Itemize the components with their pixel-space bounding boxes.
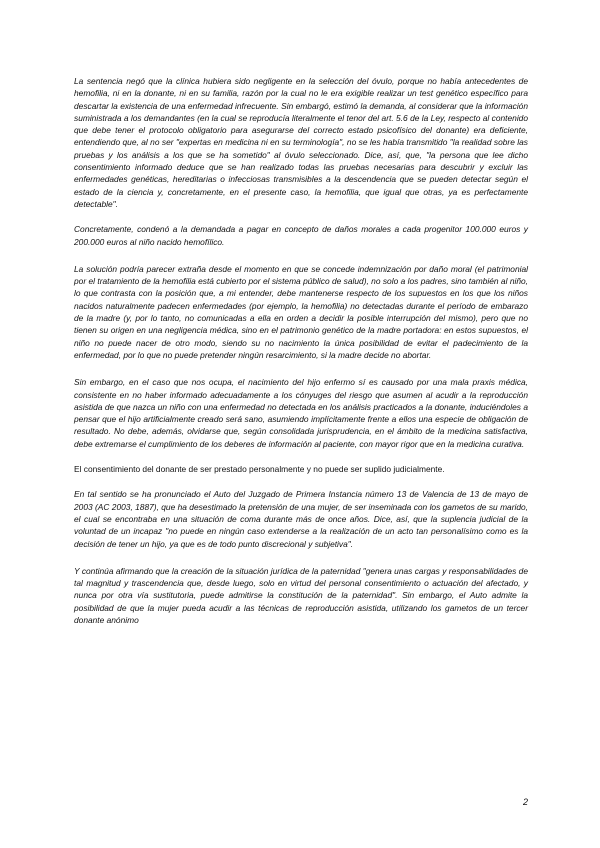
section-heading-consentimiento: El consentimiento del donante de ser prestado personalmente y no puede ser suplido judicialmente.: [74, 464, 445, 475]
paragraph-auto-valencia: En tal sentido se ha pronunciado el Auto del Juzgado de Primera Instancia número 13 de Valencia de 13 de mayo de 2003 (AC 2003, 1887), que ha desestimado la pretensión de una mujer, de ser inseminada con los gametos de su marido, el cual se encontraba en una situación de coma durante más de once años. Dice, así, que la suplencia judicial de la voluntad de un incapaz "no puede en ningún caso extenderse a la realización de un acto tan personalísimo como es la decisión de tener un hijo, ya que es de todo punto discrecional y subjetiva".: [74, 489, 528, 549]
paragraph-sin-embargo: Sin embargo, en el caso que nos ocupa, el nacimiento del hijo enfermo sí es causado por una mala praxis médica, consistente en no haber informado adecuadamente a los cónyuges del riesgo que asumen al acudir a la reproducción asistida de que nazca un niño con una enfermedad no detectada en los análisis practicados a la donante, induciéndoles a pensar que el hijo artificialmente creado será sano, asumiendo implícitamente frente a ellos una especie de obligación de resultado. No debe, además, olvidarse que, según consolidada jurisprudencia, en el ámbito de la medicina satisfactiva, debe extremarse el cumplimiento de los deberes de información al paciente, con mayor rigor que en la medicina curativa.: [74, 377, 528, 449]
paragraph-condena: Concretamente, condenó a la demandada a pagar en concepto de daños morales a cada progenitor 100.000 euros y 200.000 euros al niño nacido hemofílico.: [74, 224, 528, 247]
document-body: [74, 75, 528, 639]
page-number: 2: [522, 797, 528, 807]
paragraph-sentencia: La sentencia negó que la clínica hubiera sido negligente en la selección del óvulo, porque no había antecedentes de hemofilia, ni en la donante, ni en su familia, razón por la cual no le era exigible realizar un test genético específico para descartar la existencia de una enfermedad infrecuente. Sin embargó, estimó la demanda, al considerar que la información suministrada a los demandantes (en la cual se reproducía literalmente el tenor del art. 5.6 de la Ley, respecto al contenido que debe tener el protocolo obligatorio para asegurarse del correcto estado psicofísico del donante) era deficiente, entendiendo que, al no ser "expertas en medicina ni en su terminología", no se les había transmitido "la realidad sobre las pruebas y los análisis a los que se ha sometido" al óvulo seleccionado. Dice, así, que, "la persona que lee dicho consentimiento informado deduce que se han realizado todas las pruebas necesarias para descubrir y excluir las enfermedades genéticas, hereditarias o infecciosas transmisibles a la descendencia que se pueden detectar según el estado de la ciencia y, concretamente, en el presente caso, la hemofilia, que igual que otras, ya es perfectamente detectable".: [74, 76, 528, 209]
paragraph-solucion: La solución podría parecer extraña desde el momento en que se concede indemnización por daño moral (el patrimonial por el tratamiento de la hemofilia está cubierto por el sistema público de salud), no solo a los padres, sino también al niño, lo que contrasta con la posición que, a mi entender, debe mantenerse respecto de los supuestos en los que los niños nacidos naturalmente padecen enfermedades (por ejemplo, la hemofilia) no detectadas durante el período de embarazo de la madre (y, por lo tanto, no comunicadas a ella en orden a decidir la posible interrupción del mismo), pero que no tienen su origen en una negligencia médica, sino en el patrimonio genético de la madre portadora: en estos supuestos, el niño no puede nacer de otro modo, siendo su no nacimiento la única posibilidad de evitar el padecimiento de la enfermedad, por lo que no puede pretender ningún resarcimiento, si la madre decide no abortar.: [74, 263, 528, 360]
paragraph-continua: Y continúa afirmando que la creación de la situación jurídica de la paternidad "genera unas cargas y responsabilidades de tal magnitud y trascendencia que, desde luego, solo en virtud del personal consentimiento o actuación del afectado, y nunca por otra vía sustitutoria, puede admitirse la constitución de la paternidad". Sin embargo, el Auto admite la posibilidad de que la mujer pueda acudir a las técnicas de reproducción asistida, utilizando los gametos de un tercer donante anónimo: [74, 565, 528, 625]
